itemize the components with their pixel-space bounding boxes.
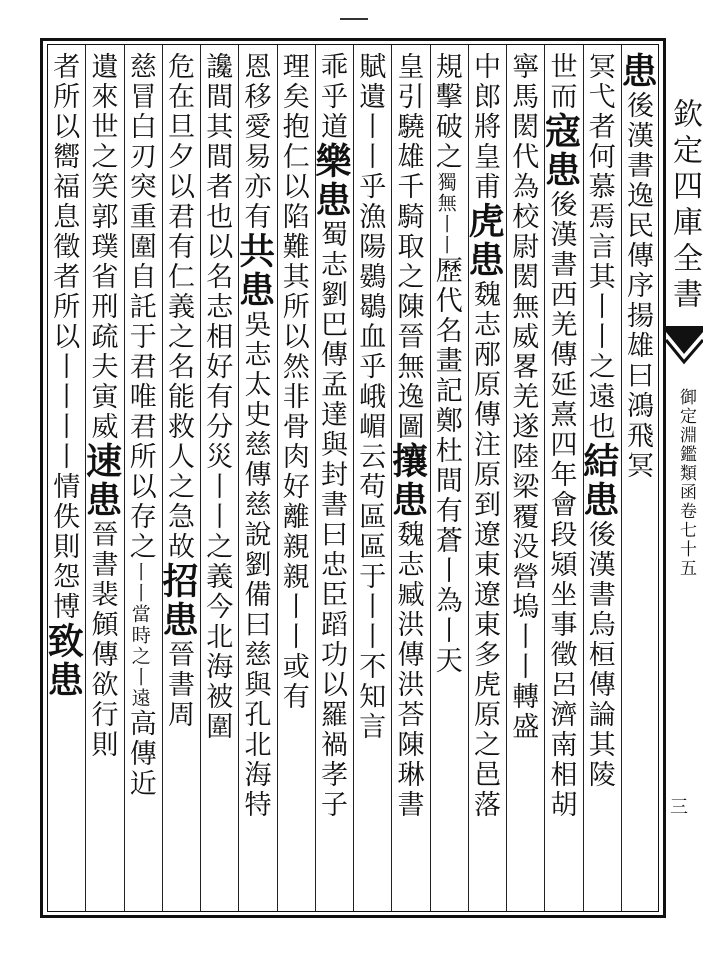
body-text: 者所以嚮福息徵者所以丨丨 [48, 52, 80, 412]
volume-text: 卷七十五 [676, 502, 696, 578]
body-text: 魏志臧洪傳洪荅陳琳書 [392, 520, 424, 820]
text-column [310, 52, 352, 912]
book-title: 欽定四庫全書 [667, 98, 702, 314]
fishtail-mark [666, 318, 703, 378]
body-text: 以名志相好有分災丨丨之義今北海被圍 [201, 232, 233, 742]
text-column [432, 52, 466, 912]
body-text: 世而 [545, 52, 577, 112]
text-column [157, 52, 199, 912]
text-column [80, 52, 123, 912]
text-column [539, 52, 582, 912]
text-column [202, 52, 236, 912]
entry-heading: 寇患 [539, 112, 582, 190]
body-text: 高傳近 [124, 709, 156, 799]
entry-heading: 結患 [577, 442, 620, 520]
entry-heading: 樂患 [310, 142, 352, 220]
body-text: 讒間其間者也 [201, 52, 233, 232]
text-column [577, 52, 620, 912]
body-text: 恩移愛易亦有 [239, 52, 271, 232]
body-text: 遺來世之笑郭璞省刑疏夫寅威 [86, 52, 118, 442]
text-column [42, 52, 85, 912]
body-text: 危在旦夕以君有仁義之名能救人之急故 [163, 52, 194, 562]
body-text: 寧馬 [507, 52, 539, 112]
text-column [233, 52, 276, 912]
text-column [616, 52, 658, 912]
body-text: 理矣 [277, 52, 309, 112]
page-mark: 三 [670, 797, 688, 818]
entry-heading: 招患 [157, 562, 199, 640]
margin-strip [666, 38, 703, 918]
entry-heading: 虎患 [463, 202, 505, 280]
body-text: 抱仁以陷難其所以然非骨肉好離親親丨丨或有 [277, 112, 309, 712]
body-text: 規擊破之 [430, 52, 462, 172]
body-text: 吳志太史慈傳慈說劉備曰慈與孔北海特 [239, 310, 271, 820]
body-text: 閎代為校尉閎無威畧羌遂陸梁覆没營塢丨丨轉 [507, 112, 539, 712]
body-text: 魏志邴原傳注原到遼東遼東多虎原之邑落 [469, 280, 500, 820]
annotation-text: 丨丨當時之丨遠 [128, 562, 151, 709]
body-text: 歷代名畫記鄭杜間有蒼丨為丨天 [430, 256, 462, 676]
body-text: 慈冒白刃突重圍自託于君唯君所以存之 [124, 52, 156, 562]
text-column [386, 52, 429, 912]
body-text: 賦遺丨丨乎漁陽鷃鶡血乎峨嵋云苟區區于丨丨不知言 [354, 52, 386, 742]
body-text: 盛 [507, 712, 539, 742]
entry-heading: 共患 [233, 232, 276, 310]
body-text: 乖乎道 [316, 52, 347, 142]
entry-heading: 患 [616, 52, 658, 91]
sub-title [672, 388, 700, 578]
text-column [463, 52, 505, 912]
entry-heading: 速患 [80, 442, 123, 520]
text-column [508, 52, 542, 912]
entry-heading: 致患 [42, 622, 85, 700]
body-text: 後漢書西羌傳延熹四年會段熲坐事徵呂濟南相胡 [545, 190, 577, 820]
body-text: 中郎將皇甫 [469, 52, 500, 202]
body-text: 冥弋者何慕焉言其丨丨之遠也 [583, 52, 615, 442]
body-text: 後漢書逸民傳序揚雄曰鴻飛冥 [622, 91, 653, 481]
text-column [279, 52, 313, 912]
body-text: 後漢書烏桓傳論其陵 [583, 520, 615, 790]
body-text: 晉書裴頠傳欲行則 [86, 520, 118, 760]
top-mark [340, 18, 368, 20]
body-text: 丨丨情佚則怨博 [48, 412, 80, 622]
text-column [126, 52, 160, 912]
body-text: 皇引驍雄千騎取之陳晉無逸圖 [392, 52, 424, 442]
body-text: 蜀志劉巴傳孟達與封書曰忠臣蹈功以羅禍孝子 [316, 220, 347, 820]
sub-title-text: 御定淵鑑類函 [676, 388, 696, 502]
annotation-text: 獨無丨丨 [434, 172, 457, 256]
body-text: 晉書周 [163, 640, 194, 730]
entry-heading: 攘患 [386, 442, 429, 520]
text-column [355, 52, 389, 912]
